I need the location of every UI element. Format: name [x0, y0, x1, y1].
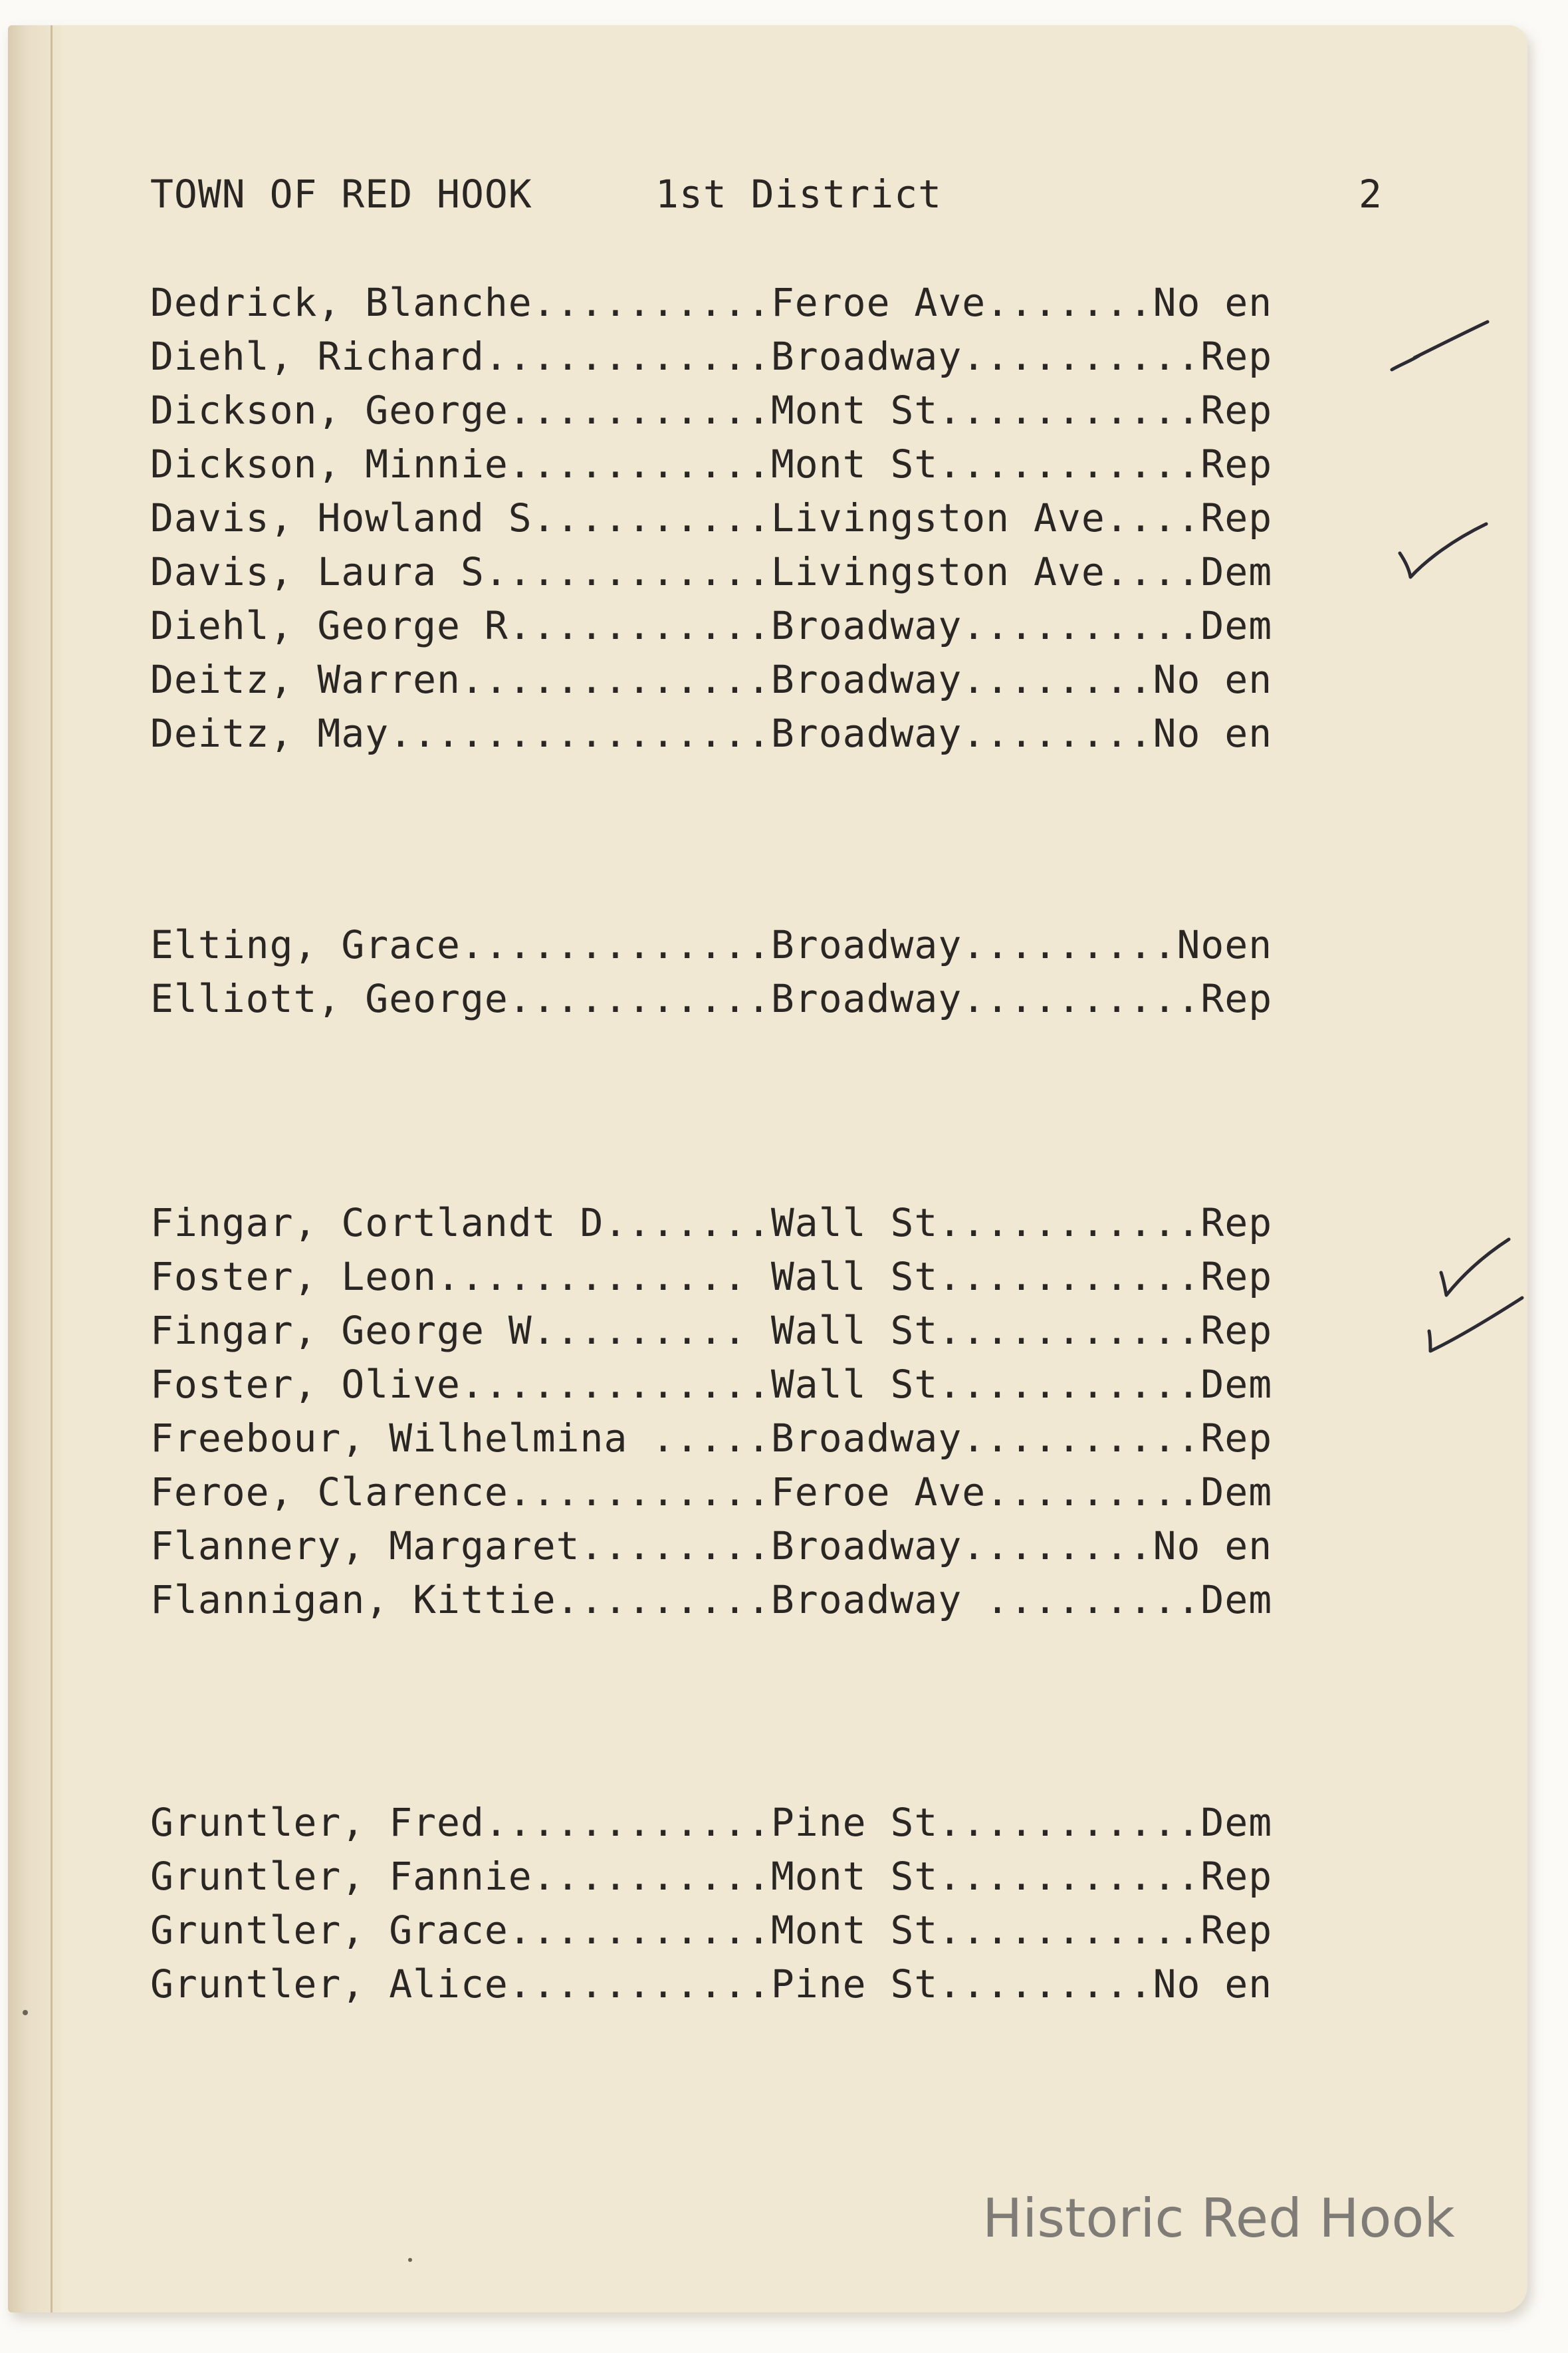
section-g — [150, 1800, 1413, 2015]
watermark: Historic Red Hook — [982, 2187, 1455, 2249]
entry-text: Foster, Leon............. Wall St...........Rep — [150, 1254, 1273, 1299]
check-mark-icon — [1422, 1234, 1529, 1300]
page-binding — [8, 25, 61, 2312]
entry-text: Elting, Grace.............Broadway.........Noen — [150, 922, 1273, 967]
section-e — [150, 922, 1413, 1030]
list-item — [150, 1254, 1413, 1308]
entry-text: Elliott, George...........Broadway..........Rep — [150, 976, 1273, 1021]
entry-text: Dickson, George...........Mont St...........Rep — [150, 388, 1273, 433]
list-item — [150, 1416, 1413, 1469]
section-d — [150, 280, 1413, 765]
list-item — [150, 495, 1413, 549]
paper-speck — [408, 2258, 412, 2262]
list-item — [150, 1523, 1413, 1577]
list-item — [150, 976, 1413, 1030]
list-item — [150, 1961, 1413, 2015]
entry-text: Fingar, Cortlandt D.......Wall St...........Rep — [150, 1200, 1273, 1245]
entry-text: Diehl, Richard............Broadway..........Rep — [150, 334, 1273, 379]
paper-speck — [23, 2010, 28, 2015]
list-item — [150, 441, 1413, 495]
page-header — [150, 172, 1413, 225]
town-title: TOWN OF RED HOOK — [150, 172, 532, 217]
entry-text: Davis, Howland S..........Livingston Ave....Rep — [150, 495, 1273, 541]
list-item — [150, 1800, 1413, 1854]
list-item — [150, 1200, 1413, 1254]
entry-text: Gruntler, Alice...........Pine St.........No en — [150, 1961, 1273, 2007]
entry-text: Freebour, Wilhelmina .....Broadway..........Rep — [150, 1416, 1273, 1461]
list-item — [150, 280, 1413, 334]
binding-fold-line — [51, 25, 53, 2312]
list-item — [150, 334, 1413, 388]
entry-text: Feroe, Clarence...........Feroe Ave.........Dem — [150, 1469, 1273, 1515]
entry-text: Deitz, May................Broadway........No en — [150, 711, 1273, 756]
entry-text: Flannery, Margaret........Broadway........No en — [150, 1523, 1273, 1568]
list-item — [150, 1362, 1413, 1416]
district-label: 1st District — [655, 172, 943, 217]
list-item — [150, 549, 1413, 603]
entry-text: Dedrick, Blanche..........Feroe Ave.......No en — [150, 280, 1273, 325]
entry-text: Davis, Laura S............Livingston Ave....Dem — [150, 549, 1273, 594]
entry-text: Foster, Olive.............Wall St...........Dem — [150, 1362, 1273, 1407]
list-item — [150, 922, 1413, 976]
entry-text: Gruntler, Grace...........Mont St...........Rep — [150, 1908, 1273, 1953]
entry-text: Dickson, Minnie...........Mont St...........Rep — [150, 441, 1273, 487]
list-item — [150, 657, 1413, 711]
entry-text: Gruntler, Fred............Pine St...........Dem — [150, 1800, 1273, 1845]
list-item — [150, 388, 1413, 441]
entry-text: Fingar, George W......... Wall St...........Rep — [150, 1308, 1273, 1353]
list-item — [150, 711, 1413, 765]
entry-text: Gruntler, Fannie..........Mont St...........Rep — [150, 1854, 1273, 1899]
list-item — [150, 1577, 1413, 1631]
check-mark-icon — [1422, 1293, 1529, 1359]
list-item — [150, 1469, 1413, 1523]
voter-list — [150, 172, 1413, 2007]
entry-text: Deitz, Warren.............Broadway........No en — [150, 657, 1273, 702]
section-f — [150, 1200, 1413, 1631]
entry-text: Flannigan, Kittie.........Broadway .........Dem — [150, 1577, 1273, 1622]
list-item — [150, 1854, 1413, 1908]
check-mark-icon — [1388, 318, 1494, 384]
check-mark-icon — [1387, 520, 1493, 586]
page-number: 2 — [1359, 172, 1383, 217]
list-item — [150, 603, 1413, 657]
entry-text: Diehl, George R...........Broadway..........Dem — [150, 603, 1273, 648]
list-item — [150, 1908, 1413, 1961]
list-item — [150, 1308, 1413, 1362]
